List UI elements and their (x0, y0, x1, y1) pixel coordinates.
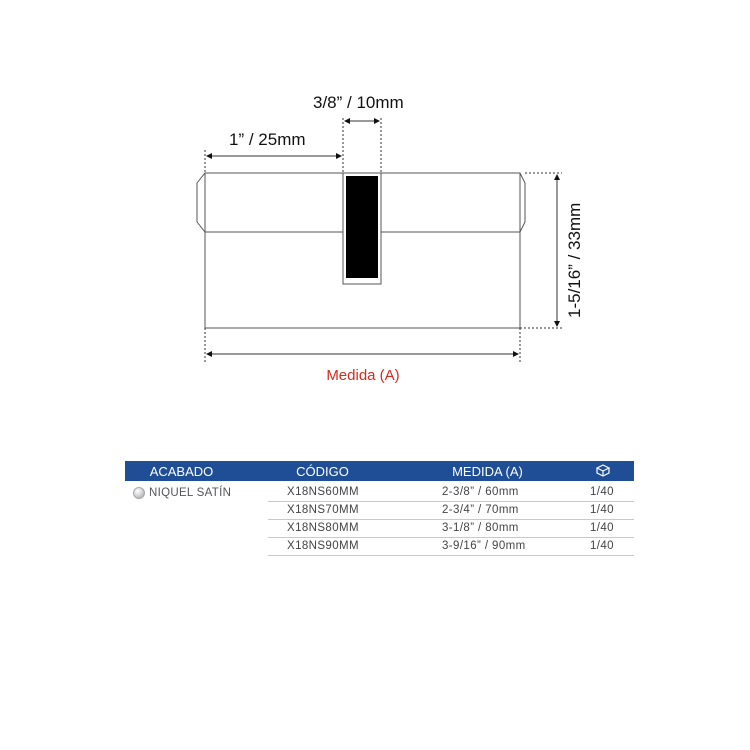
table-row (268, 483, 634, 502)
spec-table (125, 461, 634, 577)
qty-cell: 1/40 (590, 522, 614, 534)
qty-cell: 1/40 (590, 486, 614, 498)
table-row (268, 537, 634, 556)
qty-cell: 1/40 (590, 540, 614, 552)
side-length-dimension (205, 150, 341, 173)
size-cell: 3-1/8” / 80mm (442, 522, 519, 534)
code-cell: X18NS90MM (287, 540, 359, 552)
size-cell: 2-3/8” / 60mm (442, 486, 519, 498)
overall-length-dimension (205, 328, 520, 362)
table-body (125, 481, 634, 577)
box-icon (590, 464, 616, 480)
height-dimension (520, 173, 562, 328)
finish-cell (133, 487, 231, 499)
code-cell: X18NS80MM (287, 522, 359, 534)
table-header (125, 461, 634, 481)
qty-cell: 1/40 (590, 504, 614, 516)
satin-nickel-swatch-icon (133, 487, 145, 499)
code-cell: X18NS60MM (287, 486, 359, 498)
height-label: 1-5/16” / 33mm (565, 202, 584, 318)
overall-length-label: Medida (A) (326, 367, 400, 384)
code-cell: X18NS70MM (287, 504, 359, 516)
header-size: MEDIDA (A) (452, 464, 523, 479)
finish-label: NIQUEL SATÍN (149, 487, 232, 499)
cam (343, 173, 381, 284)
table-row (268, 501, 634, 520)
cam-width-label: 3/8” / 10mm (313, 93, 404, 112)
header-finish: ACABADO (149, 464, 214, 479)
size-cell: 3-9/16” / 90mm (442, 540, 526, 552)
table-row (268, 519, 634, 538)
size-cell: 2-3/4” / 70mm (442, 504, 519, 516)
cam-width-dimension (343, 118, 381, 173)
side-length-label: 1” / 25mm (229, 130, 306, 149)
header-code: CÓDIGO (296, 464, 349, 479)
